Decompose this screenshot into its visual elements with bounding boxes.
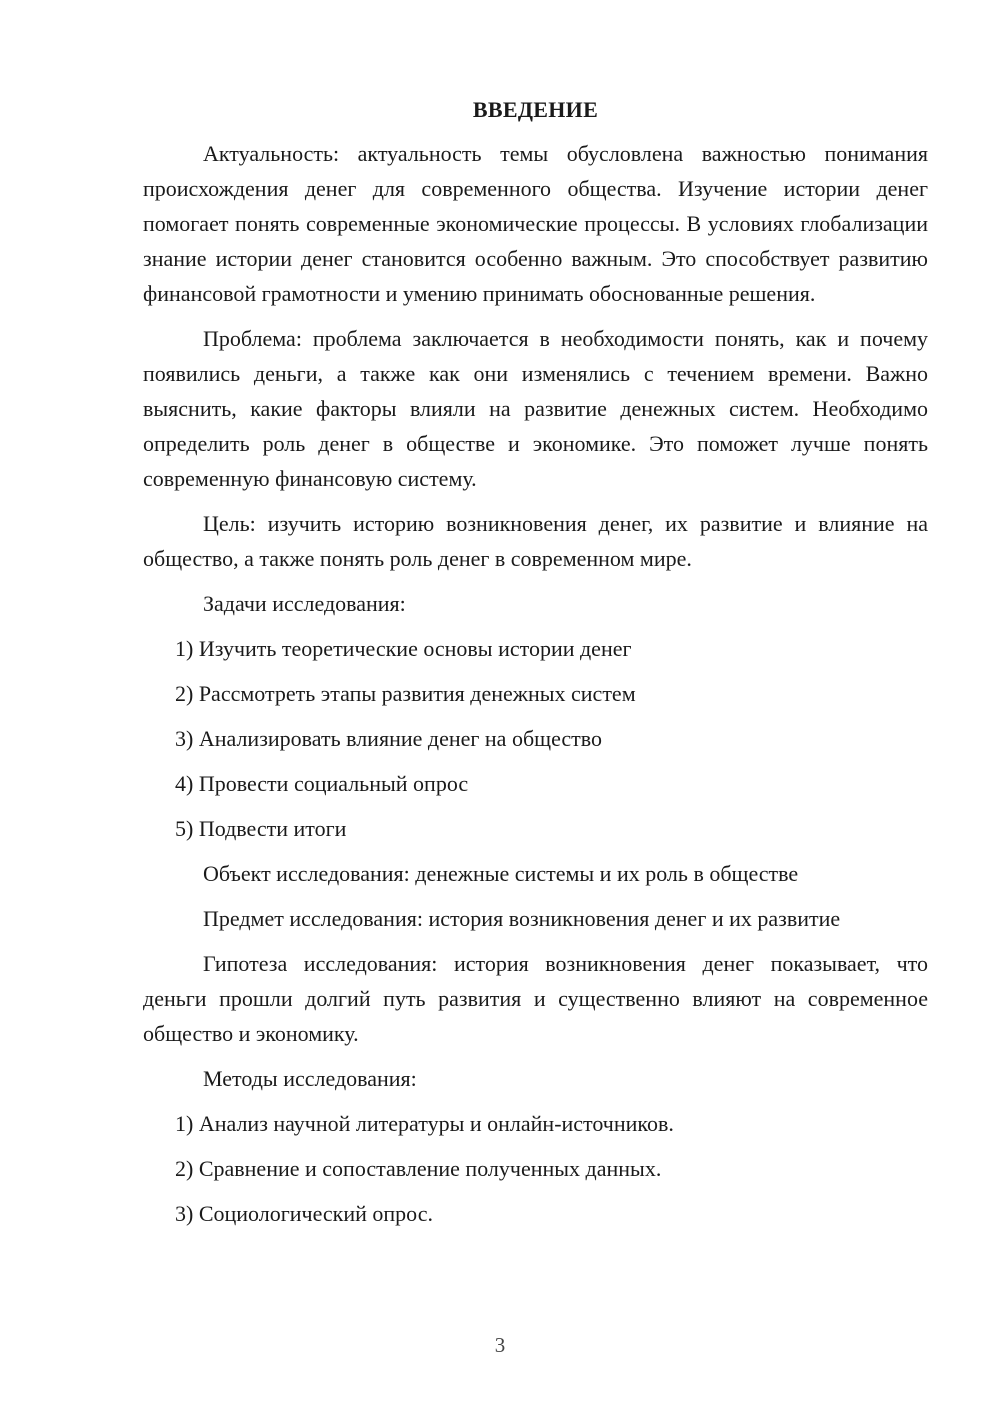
list-item: 3) Социологический опрос. [175,1201,433,1226]
list-item: 3) Анализировать влияние денег на общество [175,726,603,751]
methods-heading: Методы исследования: [203,1066,417,1091]
list-item: 2) Сравнение и сопоставление полученных данных. [175,1156,662,1181]
list-item: 5) Подвести итоги [175,816,347,841]
problem-paragraph: Проблема: проблема заключается в необходимости понять, как и почему появились деньги, а также как они изменялись с течением времени. Важно выяснить, какие факторы влияли на развитие денежных систем. Необходимо определить роль денег в обществе и экономике. Это поможет лучше понять современную финансовую систему. [143,326,928,491]
list-item: 4) Провести социальный опрос [175,771,469,796]
list-item: 1) Изучить теоретические основы истории денег [175,636,632,661]
goal-paragraph: Цель: изучить историю возникновения денег, их развитие и влияние на общество, а также понять роль денег в современном мире. [143,511,928,571]
section-title: ВВЕДЕНИЕ [472,97,599,122]
page-number: 3 [494,1333,506,1357]
list-item: 2) Рассмотреть этапы развития денежных систем [175,681,636,706]
tasks-list [143,631,928,846]
object-paragraph: Объект исследования: денежные системы и их роль в обществе [203,861,799,886]
subject-paragraph: Предмет исследования: история возникновения денег и их развитие [203,906,841,931]
list-item: 1) Анализ научной литературы и онлайн-источников. [175,1111,674,1136]
hypothesis-paragraph: Гипотеза исследования: история возникновения денег показывает, что деньги прошли долгий путь развития и существенно влияют на современное общество и экономику. [143,951,928,1046]
relevance-paragraph: Актуальность: актуальность темы обусловлена важностью понимания происхождения денег для современного общества. Изучение истории денег помогает понять современные экономические процессы. В условиях глобализации знание истории денег становится особенно важным. Это способствует развитию финансовой грамотности и умению принимать обоснованные решения. [143,141,928,306]
methods-list [143,1106,928,1231]
document-page [143,94,928,1241]
tasks-heading: Задачи исследования: [203,591,406,616]
